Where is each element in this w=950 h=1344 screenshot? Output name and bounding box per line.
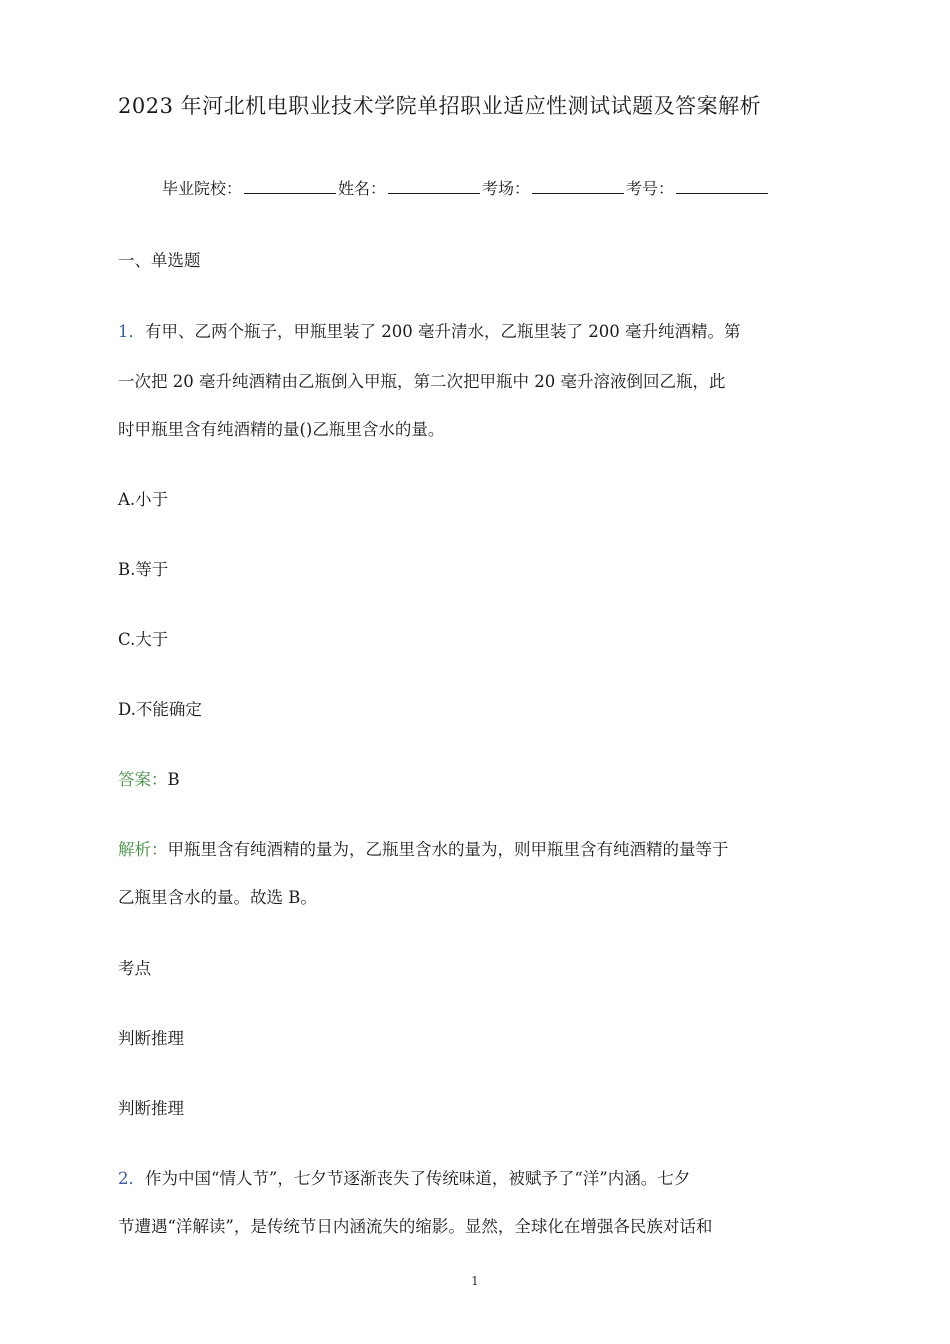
kaodian-label: 考点 xyxy=(118,959,151,978)
analysis-label: 解析： xyxy=(118,840,168,859)
question-1-line-1 xyxy=(118,318,740,342)
name-label: 姓名： xyxy=(338,179,387,198)
question-1-line-3: 时甲瓶里含有纯酒精的量()乙瓶里含水的量。 xyxy=(118,420,445,439)
section-heading: 一、单选题 xyxy=(118,251,201,270)
question-2-line-2: 节遭遇“洋解读”，是传统节日内涵流失的缩影。显然，全球化在增强各民族对话和 xyxy=(118,1217,713,1236)
analysis-line-2: 乙瓶里含水的量。故选 B。 xyxy=(118,888,317,907)
question-1-number: 1． xyxy=(118,322,145,341)
exam-number-label: 考号： xyxy=(626,179,675,198)
option-c: C.大于 xyxy=(118,630,169,649)
question-2-text-1: 作为中国“情人节”，七夕节逐渐丧失了传统味道，被赋予了“洋”内涵。七夕 xyxy=(145,1169,691,1188)
tag-1: 判断推理 xyxy=(118,1029,184,1048)
school-label: 毕业院校： xyxy=(162,179,243,198)
document-title: 2023 年河北机电职业技术学院单招职业适应性测试试题及答案解析 xyxy=(118,94,762,118)
exam-room-blank[interactable] xyxy=(532,179,624,194)
question-2-number: 2． xyxy=(118,1169,145,1188)
answer-value: B xyxy=(167,770,180,789)
option-d: D.不能确定 xyxy=(118,700,202,719)
candidate-info-row xyxy=(162,176,770,199)
tag-2: 判断推理 xyxy=(118,1099,184,1118)
answer-label: 答案： xyxy=(118,770,168,789)
school-blank[interactable] xyxy=(244,179,336,194)
name-blank[interactable] xyxy=(388,179,480,194)
exam-room-label: 考场： xyxy=(482,179,531,198)
page-number: 1 xyxy=(471,1274,479,1288)
option-a: A.小于 xyxy=(118,490,169,509)
option-b: B.等于 xyxy=(118,560,169,579)
analysis-text-1: 甲瓶里含有纯酒精的量为，乙瓶里含水的量为，则甲瓶里含有纯酒精的量等于 xyxy=(167,840,729,859)
question-1-line-2: 一次把 20 毫升纯酒精由乙瓶倒入甲瓶，第二次把甲瓶中 20 毫升溶液倒回乙瓶，此 xyxy=(118,372,726,391)
answer-line xyxy=(118,766,180,790)
analysis-line-1 xyxy=(118,836,729,860)
exam-number-blank[interactable] xyxy=(676,179,768,194)
question-2-line-1 xyxy=(118,1165,690,1189)
question-1-text-1: 有甲、乙两个瓶子，甲瓶里装了 200 毫升清水，乙瓶里装了 200 毫升纯酒精。第 xyxy=(145,322,741,341)
